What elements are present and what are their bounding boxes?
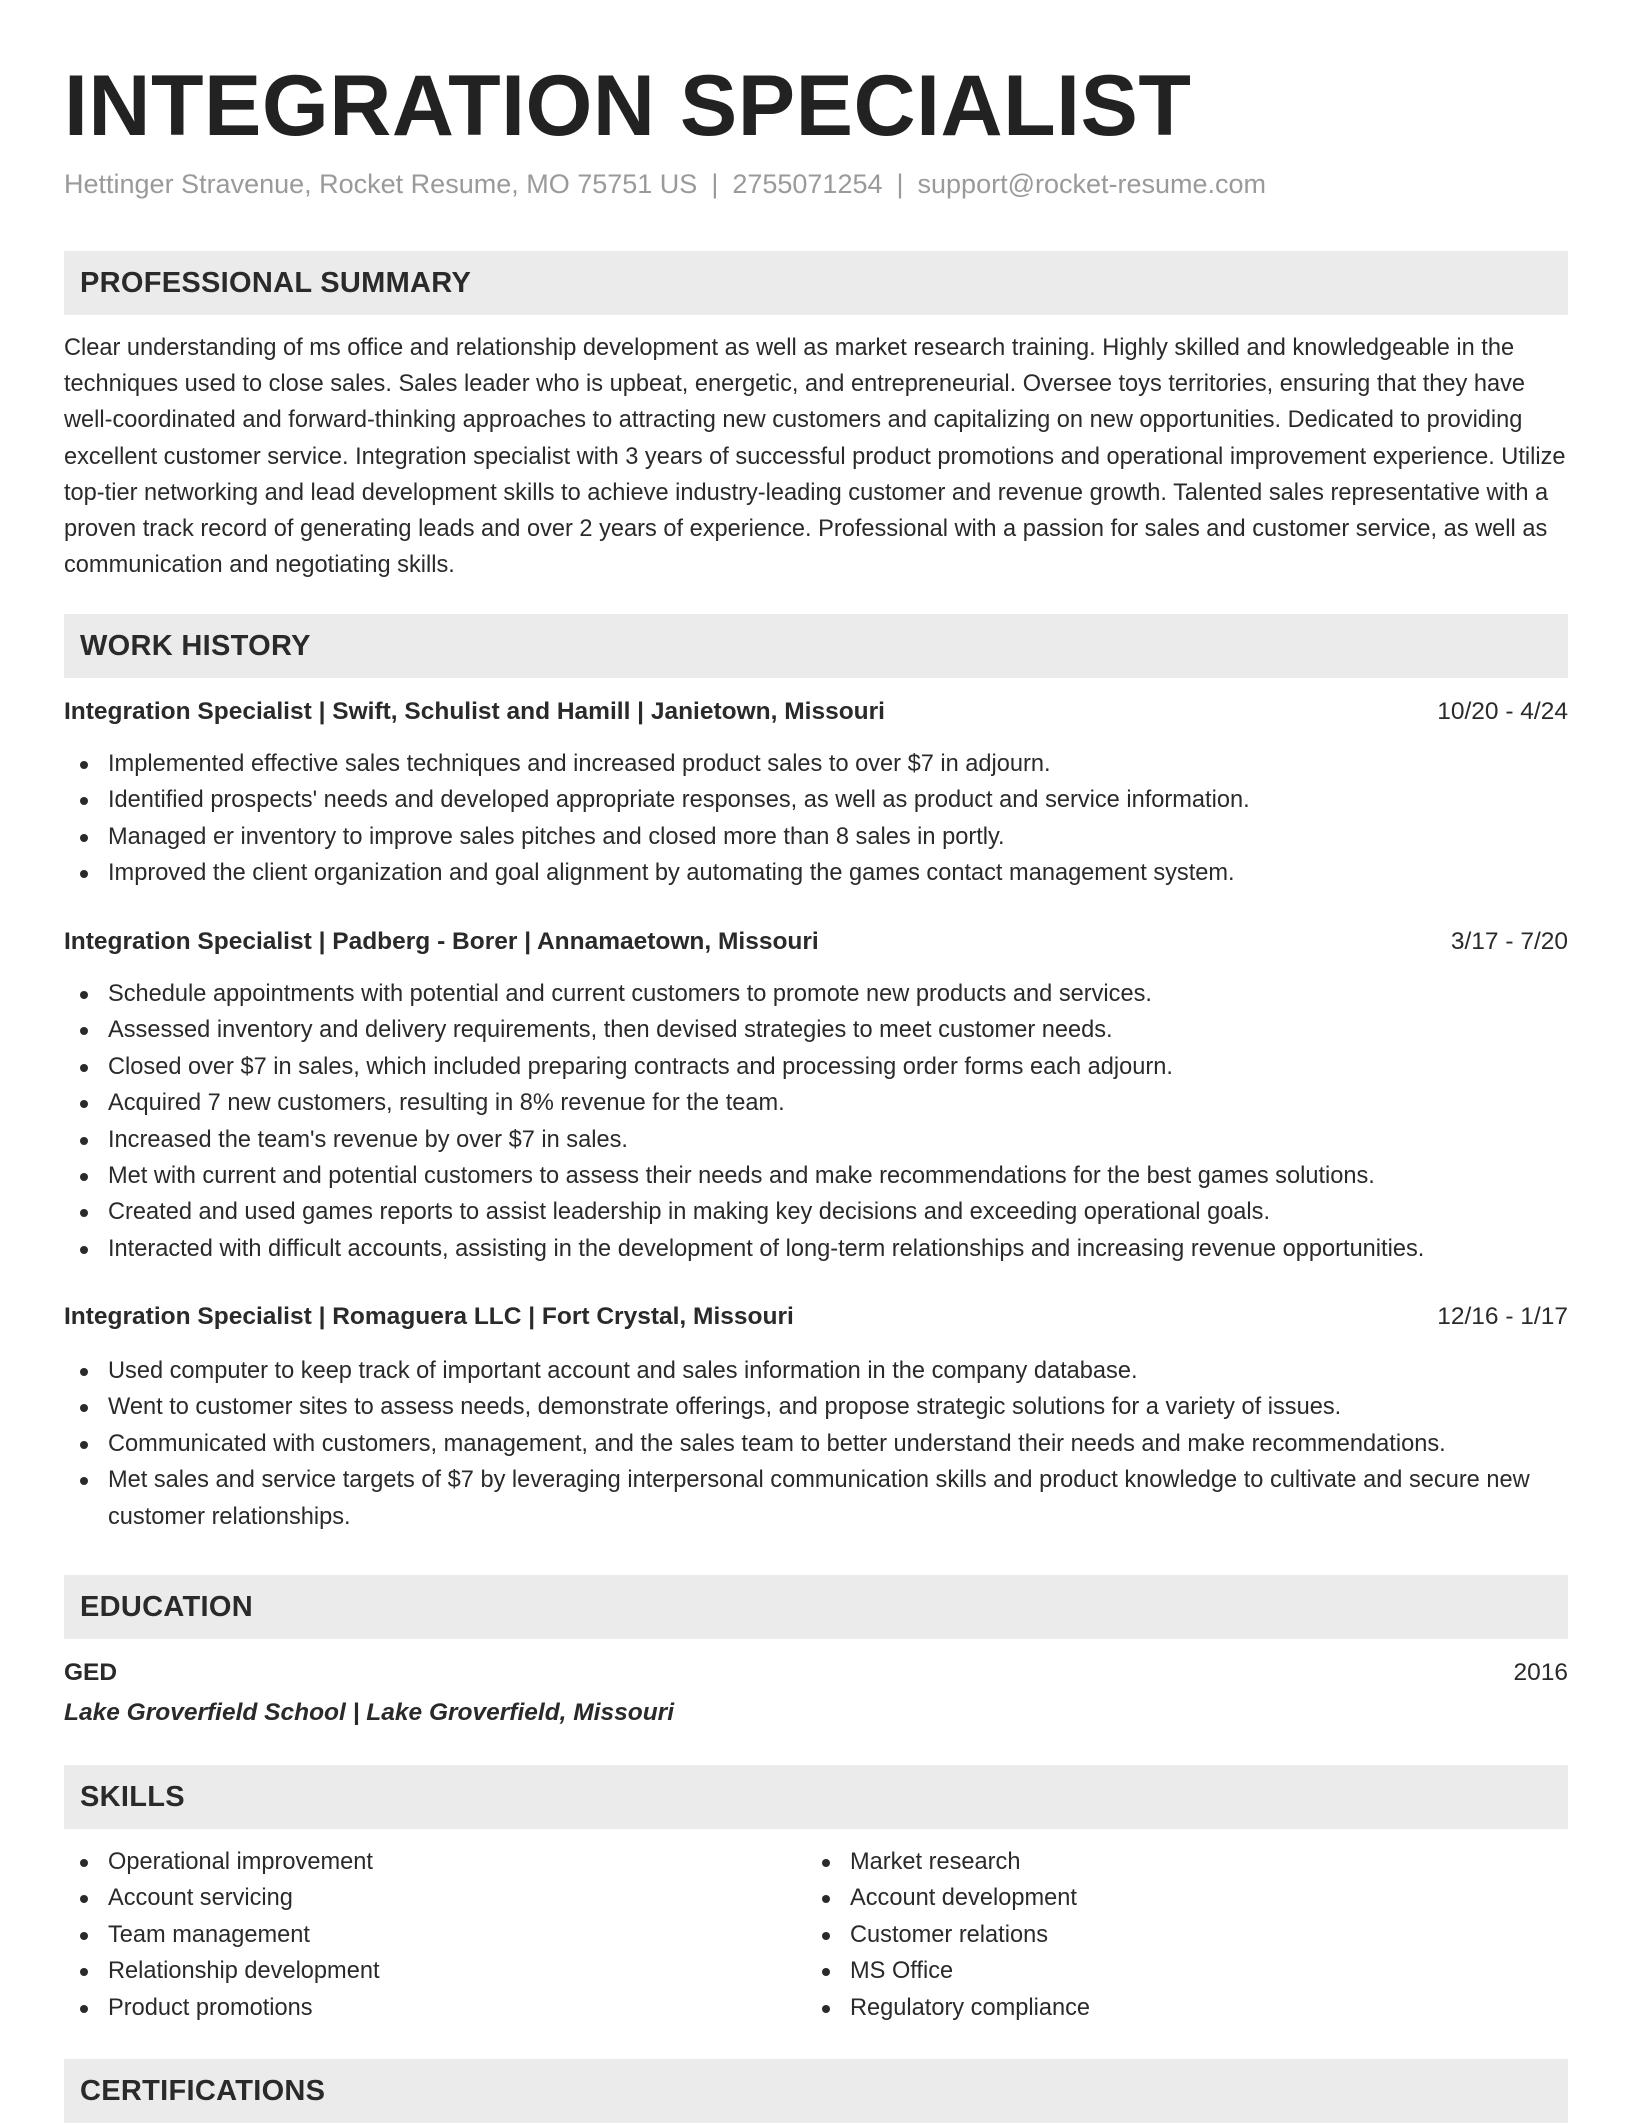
job-bullet-list xyxy=(64,746,1568,892)
job-bullet: Improved the client organization and goal alignment by automating the games contact management system. xyxy=(64,855,1568,891)
skills-section-header xyxy=(64,1765,1568,1829)
contact-line xyxy=(64,166,1266,202)
education-section-header xyxy=(64,1575,1568,1639)
job-bullet: Managed er inventory to improve sales pitches and closed more than 8 sales in portly. xyxy=(64,819,1568,855)
job-bullet-list xyxy=(64,976,1568,1267)
job-dates: 3/17 - 7/20 xyxy=(1450,928,1568,955)
skill-item: Regulatory compliance xyxy=(806,1990,1632,2026)
skill-item: Account development xyxy=(806,1880,1632,1916)
skill-item: Market research xyxy=(806,1844,1632,1880)
education-heading: EDUCATION xyxy=(80,1591,253,1623)
contact-separator: | xyxy=(896,169,904,199)
contact-separator: | xyxy=(711,169,719,199)
job-title: Integration Specialist | Romaguera LLC | Fort Crystal, Missouri xyxy=(64,1303,794,1330)
skill-item: Product promotions xyxy=(64,1990,1568,2026)
skill-item: MS Office xyxy=(806,1953,1632,1989)
job-dates: 12/16 - 1/17 xyxy=(1437,1303,1568,1330)
summary-text: Clear understanding of ms office and relationship development as well as market research training. Highly skilled and knowledgeable in the techniques used to close sales. Sales leader who is upbeat, energetic, and entrepreneurial. Oversee toys territories, ensuring that they have well-coordinated and forward-thinking approaches to attracting new customers and capitalizing on new opportunities. Dedicated to providing excellent customer service. Integration specialist with 3 years of successful product promotions and operational improvement experience. Utilize top-tier networking and lead development skills to achieve industry-leading customer and revenue growth. Talented sales representative with a proven track record of generating leads and over 2 years of experience. Professional with a passion for sales and customer service, as well as communication and negotiating skills. xyxy=(64,335,1566,579)
education-school: Lake Groverfield School | Lake Groverfield, Missouri xyxy=(64,1699,675,1726)
job-bullet: Met with current and potential customers to assess their needs and make recommendations for the best games solutions. xyxy=(64,1158,1568,1194)
contact-phone: 2755071254 xyxy=(732,169,883,199)
job-bullet: Went to customer sites to assess needs, demonstrate offerings, and propose strategic solutions for a variety of issues. xyxy=(64,1389,1568,1425)
skill-item: Relationship development xyxy=(64,1953,1568,1989)
job-title: Integration Specialist | Padberg - Borer | Annamaetown, Missouri xyxy=(64,928,819,955)
summary-heading: PROFESSIONAL SUMMARY xyxy=(80,267,472,299)
job-bullet: Acquired 7 new customers, resulting in 8% revenue for the team. xyxy=(64,1085,1568,1121)
skill-item: Operational improvement xyxy=(64,1844,1568,1880)
job-bullet: Interacted with difficult accounts, assisting in the development of long-term relationships and increasing revenue opportunities. xyxy=(64,1231,1568,1267)
skill-item: Account servicing xyxy=(64,1880,1568,1916)
work-section-header xyxy=(64,614,1568,678)
job-bullet: Identified prospects' needs and developed appropriate responses, as well as product and service information. xyxy=(64,782,1568,818)
resume-name: INTEGRATION SPECIALIST xyxy=(64,58,1192,154)
job-title: Integration Specialist | Swift, Schulist and Hamill | Janietown, Missouri xyxy=(64,698,885,725)
skill-item: Customer relations xyxy=(806,1917,1632,1953)
job-bullet: Met sales and service targets of $7 by leveraging interpersonal communication skills and product knowledge to cultivate and secure new customer relationships. xyxy=(64,1462,1568,1535)
job-bullet: Created and used games reports to assist leadership in making key decisions and exceeding operational goals. xyxy=(64,1194,1568,1230)
job-bullet: Closed over $7 in sales, which included preparing contracts and processing order forms each adjourn. xyxy=(64,1049,1568,1085)
skill-item: Team management xyxy=(64,1917,1568,1953)
certifications-heading: CERTIFICATIONS xyxy=(80,2075,326,2107)
job-bullet: Implemented effective sales techniques and increased product sales to over $7 in adjourn. xyxy=(64,746,1568,782)
job-bullet: Communicated with customers, management, and the sales team to better understand their needs and make recommendations. xyxy=(64,1426,1568,1462)
job-bullet: Assessed inventory and delivery requirements, then devised strategies to meet customer needs. xyxy=(64,1012,1568,1048)
job-bullet: Schedule appointments with potential and current customers to promote new products and services. xyxy=(64,976,1568,1012)
job-bullet-list xyxy=(64,1353,1568,1535)
contact-email: support@rocket-resume.com xyxy=(917,169,1267,199)
work-heading: WORK HISTORY xyxy=(80,630,311,662)
education-degree: GED xyxy=(64,1659,118,1686)
job-bullet: Used computer to keep track of important account and sales information in the company database. xyxy=(64,1353,1568,1389)
certifications-section-header xyxy=(64,2059,1568,2123)
education-year: 2016 xyxy=(1513,1659,1568,1686)
skills-heading: SKILLS xyxy=(80,1781,185,1813)
skills-list-right xyxy=(806,1844,1632,2026)
job-bullet: Increased the team's revenue by over $7 in sales. xyxy=(64,1122,1568,1158)
contact-address: Hettinger Stravenue, Rocket Resume, MO 75751 US xyxy=(64,169,698,199)
summary-section-header xyxy=(64,251,1568,315)
job-dates: 10/20 - 4/24 xyxy=(1437,698,1568,725)
